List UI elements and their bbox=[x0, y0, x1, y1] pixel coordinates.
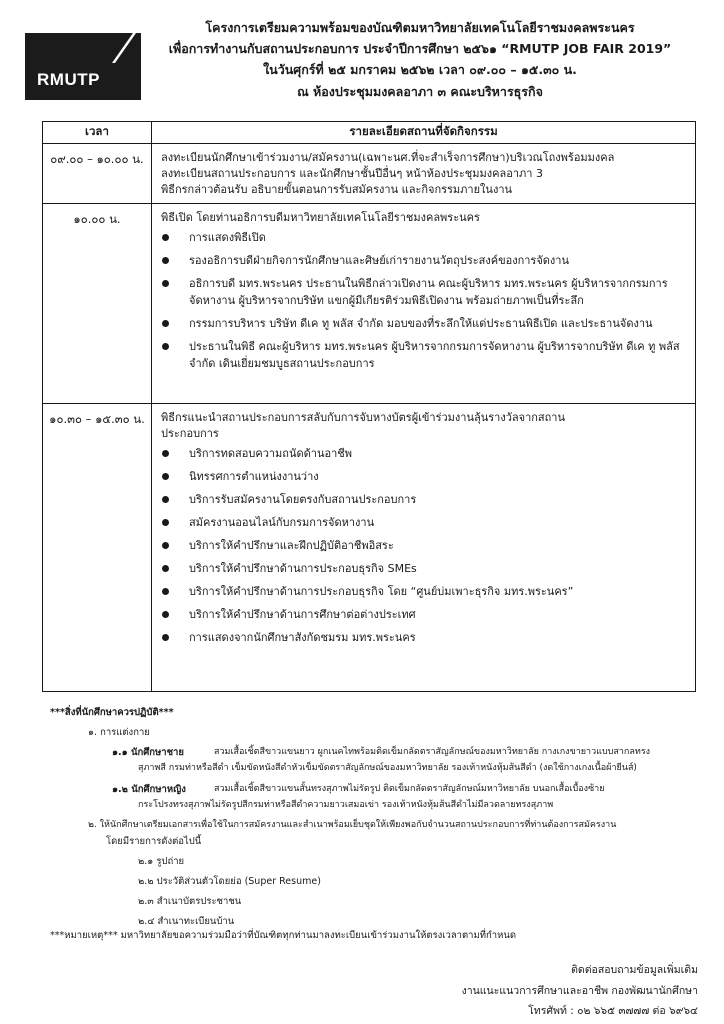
list-item bbox=[189, 491, 689, 508]
schedule-row bbox=[43, 144, 696, 204]
schedule-time: ๑๐.๓๐ – ๑๕.๓๐ น. bbox=[43, 404, 152, 692]
female-dress-label: ๑.๒ นักศึกษาหญิง bbox=[112, 784, 186, 795]
contact-department: งานแนะแนวการศึกษาและอาชีพ กองพัฒนานักศึกษา bbox=[461, 985, 698, 997]
detail-line: พิธีกรกล่าวต้อนรับ อธิบายขั้นตอนการรับสมัครงาน และกิจกรรมภายในงาน bbox=[161, 183, 513, 196]
bullet-icon bbox=[162, 473, 169, 480]
list-item bbox=[189, 583, 689, 600]
contact-heading: ติดต่อสอบถามข้อมูลเพิ่มเติม bbox=[571, 964, 698, 976]
bullet-icon bbox=[162, 496, 169, 503]
list-item-text: ประธานในพิธี คณะผู้บริหาร มทร.พระนคร ผู้บริหารจากกรมการจัดหางาน ผู้บริหารจากบริษัท ดีเค ทู พลัส จำกัด เดินเยี่ยมชมบูธสถานประกอบการ bbox=[189, 340, 680, 370]
list-item-text: บริการทดสอบความถนัดด้านอาชีพ bbox=[189, 447, 352, 460]
list-item bbox=[189, 629, 689, 646]
logo-text: RMUTP bbox=[37, 70, 100, 89]
remark-note: ***หมายเหตุ*** มหาวิทยาลัยขอความร่วมมือว่าที่บัณฑิตทุกท่านมาลงทะเบียนเข้าร่วมงานให้ตรงเวลาตามที่กำหนด bbox=[50, 930, 517, 941]
document-item: ๒.๒ ประวัติส่วนตัวโดยย่อ (Super Resume) bbox=[138, 876, 321, 887]
detail-line: ลงทะเบียนนักศึกษาเข้าร่วมงาน/สมัครงาน(เฉพาะนศ.ที่จะสำเร็จการศึกษา)บริเวณโถงพร้อมมงคล bbox=[161, 151, 615, 164]
details-column-header: รายละเอียดสถานที่จัดกิจกรรม bbox=[152, 122, 696, 144]
list-item-text: บริการให้คำปรึกษาด้านการประกอบธุรกิจ โดย “ศูนย์บ่มเพาะธุรกิจ มทร.พระนคร” bbox=[189, 585, 574, 598]
bullet-icon bbox=[162, 542, 169, 549]
schedule-table bbox=[42, 121, 696, 692]
list-item bbox=[189, 252, 689, 269]
bullet-icon bbox=[162, 519, 169, 526]
document-item: ๒.๔ สำเนาทะเบียนบ้าน bbox=[138, 916, 235, 927]
list-item-text: บริการให้คำปรึกษาและฝึกปฏิบัติอาชีพอิสระ bbox=[189, 539, 394, 552]
male-dress-label: ๑.๑ นักศึกษาชาย bbox=[112, 747, 184, 758]
female-dress-line: กระโปรงทรงสุภาพไม่รัดรูปสีกรมท่าหรือสีดำความยาวเสมอเข่า รองเท้าหนังหุ้มส้นสีดำไม่มีลวดลายทรงสุภาพ bbox=[138, 800, 554, 810]
header-venue-line: ณ ห้องประชุมมงคลอาภา ๓ คณะบริหารธุรกิจ bbox=[297, 84, 543, 99]
detail-line: ประกอบการ bbox=[161, 427, 219, 440]
header-date-line: ในวันศุกร์ที่ ๒๕ มกราคม ๒๕๖๒ เวลา ๐๙.๐๐ – ๑๕.๓๐ น. bbox=[263, 62, 577, 77]
rmutp-logo bbox=[25, 33, 141, 100]
list-item-text: บริการให้คำปรึกษาด้านการศึกษาต่อต่างประเทศ bbox=[189, 608, 416, 621]
male-dress-line: สวมเสื้อเชิ้ตสีขาวแขนยาว ผูกเนคไทพร้อมติดเข็มกลัดตราสัญลักษณ์ของมหาวิทยาลัย กางเกงขายาวแบบสากลทรง bbox=[214, 747, 651, 757]
bullet-icon bbox=[162, 280, 169, 287]
list-item-text: การแสดงพิธีเปิด bbox=[189, 231, 266, 244]
schedule-details bbox=[152, 204, 696, 404]
logo-slash-mark bbox=[74, 33, 136, 63]
header-title-line-1: โครงการเตรียมความพร้อมของบัณฑิตมหาวิทยาลัยเทคโนโลยีราชมงคลพระนคร bbox=[205, 20, 635, 35]
schedule-header-row bbox=[43, 122, 696, 144]
schedule-details bbox=[152, 404, 696, 692]
bullet-icon bbox=[162, 257, 169, 264]
list-item-text: การแสดงจากนักศึกษาสังกัดชมรม มทร.พระนคร bbox=[189, 631, 416, 644]
schedule-details bbox=[152, 144, 696, 204]
list-item bbox=[189, 537, 689, 554]
bullet-icon bbox=[162, 234, 169, 241]
schedule-row bbox=[43, 204, 696, 404]
document-item: ๒.๑ รูปถ่าย bbox=[138, 856, 185, 867]
female-dress-line: สวมเสื้อเชิ้ตสีขาวแขนสั้นทรงสุภาพไม่รัดรูป ติดเข็มกลัดตราสัญลักษณ์มหาวิทยาลัย บนอกเสื้อเบื้องซ้าย bbox=[214, 784, 605, 794]
detail-line: ลงทะเบียนสถานประกอบการ และนักศึกษาชั้นปีอื่นๆ หน้าห้องประชุมมงคลอาภา 3 bbox=[161, 167, 543, 180]
schedule-time: ๑๐.๐๐ น. bbox=[43, 204, 152, 404]
bullet-icon bbox=[162, 611, 169, 618]
male-dress-line: สุภาพสี กรมท่าหรือสีดำ เข็มขัดหนังสีดำหัวเข็มขัดตราสัญลักษณ์ของมหาวิทยาลัย รองเท้าหนังหุ้มส้นสีดำ (งดใช้กางเกงเนื้อผ้ายีนส์) bbox=[138, 763, 637, 773]
schedule-row bbox=[43, 404, 696, 692]
list-item bbox=[189, 315, 689, 332]
bullet-icon bbox=[162, 450, 169, 457]
bullet-icon bbox=[162, 588, 169, 595]
activity-bullet-list bbox=[161, 229, 689, 372]
bullet-icon bbox=[162, 565, 169, 572]
dress-code-heading: ๑. การแต่งกาย bbox=[88, 727, 150, 738]
bullet-icon bbox=[162, 343, 169, 350]
list-item-text: นิทรรศการตำแหน่งงานว่าง bbox=[189, 470, 319, 483]
document-item: ๒.๓ สำเนาบัตรประชาชน bbox=[138, 896, 242, 907]
list-item-text: สมัครงานออนไลน์กับกรมการจัดหางาน bbox=[189, 516, 375, 529]
list-item bbox=[189, 560, 689, 577]
bullet-icon bbox=[162, 320, 169, 327]
bullet-icon bbox=[162, 634, 169, 641]
list-item-text: กรรมการบริหาร บริษัท ดีเค ทู พลัส จำกัด มอบของที่ระลึกให้แด่ประธานพิธีเปิด และประธานจัดงาน bbox=[189, 317, 653, 330]
list-item bbox=[189, 606, 689, 623]
instructions-title: ***สิ่งที่นักศึกษาควรปฏิบัติ*** bbox=[50, 707, 174, 718]
detail-line: พิธีเปิด โดยท่านอธิการบดีมหาวิทยาลัยเทคโนโลยีราชมงคลพระนคร bbox=[161, 211, 480, 224]
service-bullet-list bbox=[161, 445, 689, 646]
list-item bbox=[189, 514, 689, 531]
list-item bbox=[189, 338, 689, 372]
time-column-header: เวลา bbox=[43, 122, 152, 144]
header-title-line-2: เพื่อการทำงานกับสถานประกอบการ ประจำปีการศึกษา ๒๕๖๑ “RMUTP JOB FAIR 2019” bbox=[168, 41, 672, 56]
schedule-time: ๐๙.๐๐ – ๑๐.๐๐ น. bbox=[43, 144, 152, 204]
list-item-text: บริการให้คำปรึกษาด้านการประกอบธุรกิจ SMEs bbox=[189, 562, 417, 575]
list-item bbox=[189, 275, 689, 309]
documents-instruction: โดยมีรายการดังต่อไปนี้ bbox=[106, 836, 202, 847]
list-item bbox=[189, 229, 689, 246]
list-item-text: รองอธิการบดีฝ่ายกิจการนักศึกษาและศิษย์เก่ารายงานวัตถุประสงค์ของการจัดงาน bbox=[189, 254, 569, 267]
list-item-text: อธิการบดี มทร.พระนคร ประธานในพิธีกล่าวเปิดงาน คณะผู้บริหาร มทร.พระนคร ผู้บริหารจากกรมการจัดหางาน ผู้บริหารจากบริษัท แขกผู้มีเกียรติร่วมพิธีเปิดงาน พร้อมถ่ายภาพเป็นที่ระลึก bbox=[189, 277, 668, 307]
documents-instruction: ๒. ให้นักศึกษาเตรียมเอกสารเพื่อใช้ในการสมัครงานและสำเนาพร้อมเย็บชุดให้เพียงพอกับจำนวนสถานประกอบการที่ท่านต้องการสมัครงาน bbox=[88, 820, 617, 830]
list-item bbox=[189, 468, 689, 485]
detail-line: พิธีกรแนะนำสถานประกอบการสลับกับการจับหางบัตรผู้เข้าร่วมงานลุ้นรางวัลจากสถาน bbox=[161, 411, 565, 424]
contact-phone: โทรศัพท์ : ๐๒ ๖๖๕ ๓๗๗๗ ต่อ ๖๙๖๔ bbox=[528, 1005, 698, 1017]
list-item bbox=[189, 445, 689, 462]
list-item-text: บริการรับสมัครงานโดยตรงกับสถานประกอบการ bbox=[189, 493, 417, 506]
